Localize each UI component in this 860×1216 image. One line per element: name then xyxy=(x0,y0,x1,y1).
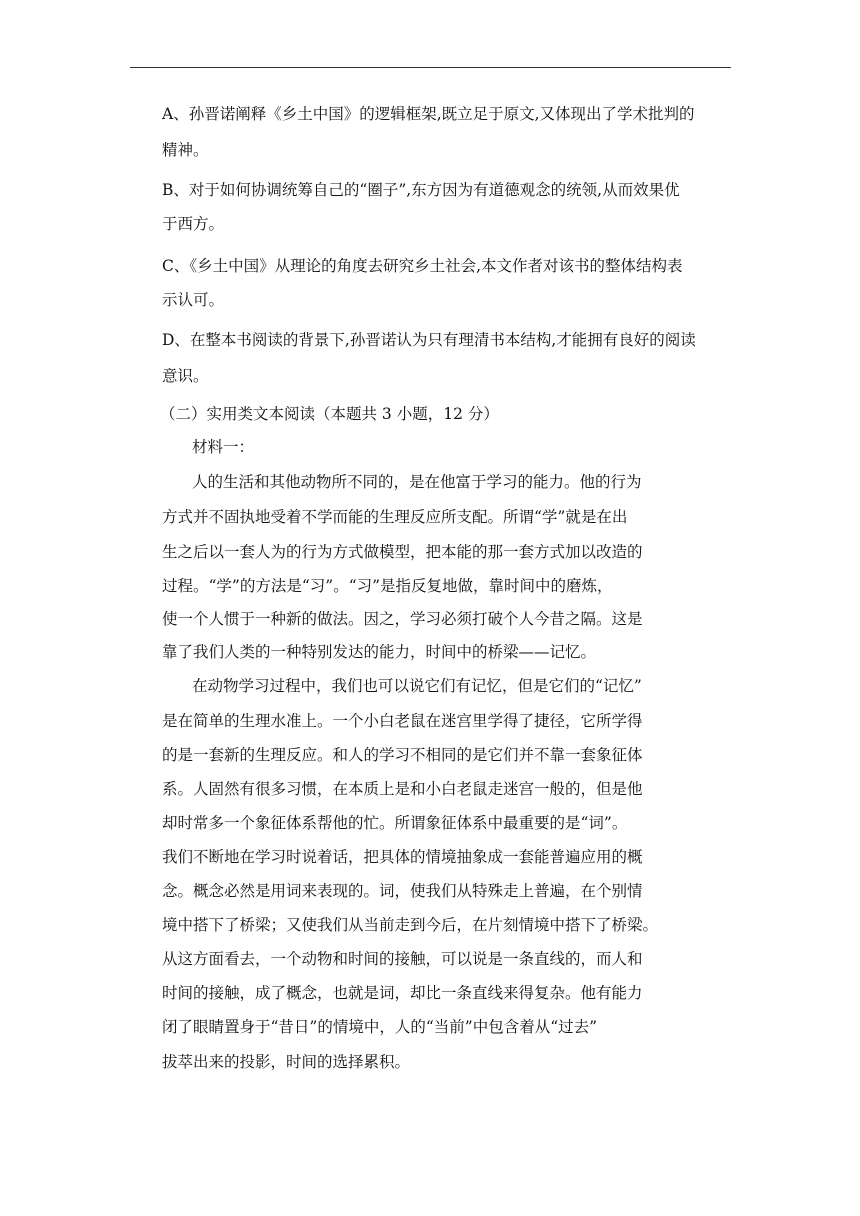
section-heading: （二）实用类文本阅读（本题共 3 小题，12 分） xyxy=(160,405,499,423)
option-d-line-1: D、在整本书阅读的背景下,孙晋诺认为只有理清书本结构,才能拥有良好的阅读 xyxy=(162,331,696,349)
option-c-line-2: 示认可。 xyxy=(162,291,225,309)
paragraph-2-line-5: 却时常多一个象征体系帮他的忙。所谓象征体系中最重要的是“词”。 xyxy=(162,814,628,832)
paragraph-2-line-10: 时间的接触，成了概念，也就是词，却比一条直线来得复杂。他有能力 xyxy=(162,984,643,1002)
paragraph-2-line-4: 系。人固然有很多习惯，在本质上是和小白老鼠走迷宫一般的，但是他 xyxy=(162,780,643,798)
paragraph-1-line-1: 人的生活和其他动物所不同的，是在他富于学习的能力。他的行为 xyxy=(192,473,642,491)
option-a-line-2: 精神。 xyxy=(162,141,209,159)
option-b-line-1: B、对于如何协调统筹自己的“圈子”,东方因为有道德观念的统领,从而效果优 xyxy=(162,181,680,199)
paragraph-2-line-9: 从这方面看去，一个动物和时间的接触，可以说是一条直线的，而人和 xyxy=(162,950,643,968)
option-b-line-2: 于西方。 xyxy=(162,215,225,233)
paragraph-1-line-3: 生之后以一套人为的行为方式做模型，把本能的那一套方式加以改造的 xyxy=(162,543,643,561)
paragraph-2-line-11: 闭了眼睛置身于“昔日”的情境中，人的“当前”中包含着从“过去” xyxy=(162,1018,598,1036)
material-label: 材料一： xyxy=(192,438,255,456)
paragraph-1-line-5: 使一个人惯于一种新的做法。因之，学习必须打破个人今昔之隔。这是 xyxy=(162,610,643,628)
paragraph-2-line-3: 的是一套新的生理反应。和人的学习不相同的是它们并不靠一套象征体 xyxy=(162,746,643,764)
paragraph-2-line-6: 我们不断地在学习时说着话，把具体的情境抽象成一套能普遍应用的概 xyxy=(162,848,643,866)
option-d-line-2: 意识。 xyxy=(162,367,209,385)
paragraph-2-line-12: 拔萃出来的投影，时间的选择累积。 xyxy=(162,1053,411,1071)
option-a-line-1: A、孙晋诺阐释《乡土中国》的逻辑框架,既立足于原文,又体现出了学术批判的 xyxy=(162,105,695,123)
paragraph-1-line-2: 方式并不固执地受着不学而能的生理反应所支配。所谓“学”就是在出 xyxy=(162,508,628,526)
paragraph-2-line-2: 是在简单的生理水准上。一个小白老鼠在迷宫里学得了捷径，它所学得 xyxy=(162,712,643,730)
paragraph-2-line-1: 在动物学习过程中，我们也可以说它们有记忆，但是它们的“记忆” xyxy=(192,677,642,695)
paragraph-1-line-6: 靠了我们人类的一种特别发达的能力，时间中的桥梁——记忆。 xyxy=(162,643,597,661)
option-c-line-1: C、《乡土中国》从理论的角度去研究乡土社会,本文作者对该书的整体结构表 xyxy=(162,257,683,275)
header-rule xyxy=(130,67,731,68)
paragraph-2-line-7: 念。概念必然是用词来表现的。词，使我们从特殊走上普遍，在个别情 xyxy=(162,882,643,900)
paragraph-1-line-4: 过程。“学”的方法是“习”。“习”是指反复地做，靠时间中的磨炼， xyxy=(162,577,613,595)
paragraph-2-line-8: 境中搭下了桥梁；又使我们从当前走到今后，在片刻情境中搭下了桥梁。 xyxy=(162,916,659,934)
